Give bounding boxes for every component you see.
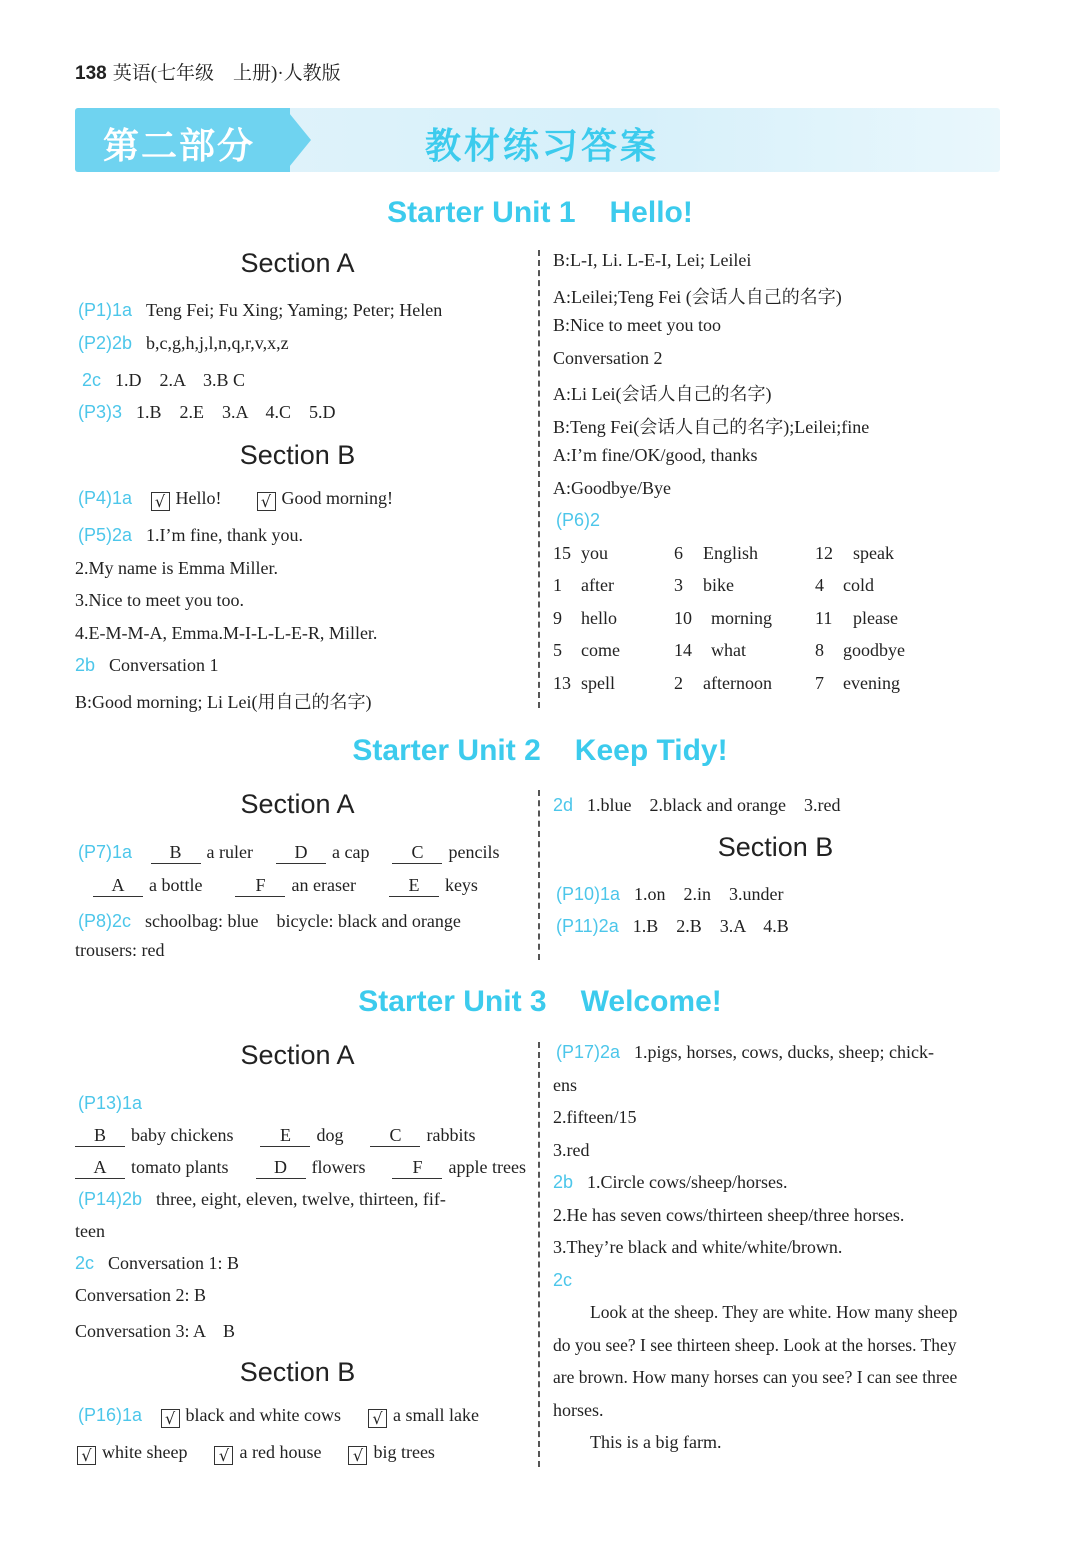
unit-3-title-a: Starter Unit 3 — [358, 985, 547, 1018]
answer-line — [77, 1442, 435, 1465]
answer-line: 2.He has seven cows/thirteen sheep/three horses. — [553, 1205, 905, 1225]
answer-text: an eraser — [291, 875, 356, 895]
answer-line: 4.E-M-M-A, Emma.M-I-L-L-E-R, Miller. — [75, 623, 378, 643]
column-divider — [538, 250, 540, 708]
answer-text: big trees — [373, 1442, 435, 1462]
answer-line — [78, 525, 303, 546]
answer-text: Conversation 1 — [109, 655, 219, 675]
answer-text: schoolbag: blue bicycle: black and orange — [145, 911, 461, 931]
table-cell: 13 — [553, 673, 571, 693]
answer-line: trousers: red — [75, 940, 165, 960]
table-cell: what — [711, 640, 746, 660]
table-cell: morning — [711, 608, 772, 628]
checkbox-checked-icon: √ — [151, 492, 170, 511]
answer-line — [553, 1172, 787, 1193]
table-cell: you — [581, 543, 608, 563]
answer-text: 1.D 2.A 3.B C — [115, 370, 246, 390]
table-cell: afternoon — [703, 673, 772, 693]
unit-3-title-b: Welcome! — [580, 985, 722, 1018]
answer-text: b,c,g,h,j,l,n,q,r,v,x,z — [146, 333, 289, 353]
answer-line: 2.My name is Emma Miller. — [75, 558, 278, 578]
exercise-tag: (P16)1a — [78, 1405, 143, 1425]
unit-1-section-b-heading: Section B — [239, 440, 356, 470]
answer-text: black and white cows — [185, 1405, 341, 1425]
answer-line — [75, 655, 219, 676]
answer-line: 3.They’re black and white/white/brown. — [553, 1237, 843, 1257]
unit-3-section-a-heading: Section A — [240, 1040, 355, 1070]
answer-blank: D — [276, 842, 326, 864]
answer-blank: D — [256, 1157, 306, 1179]
answer-line: B:L-I, Li. L-E-I, Lei; Leilei — [553, 250, 752, 270]
exercise-tag: (P2)2b — [78, 333, 133, 353]
answer-line — [556, 510, 614, 531]
exercise-tag: (P7)1a — [78, 842, 133, 862]
table-cell: speak — [853, 543, 894, 563]
answer-text: Teng Fei; Fu Xing; Yaming; Peter; Helen — [146, 300, 443, 320]
answer-text: 1.pigs, horses, cows, ducks, sheep; chick- — [634, 1042, 934, 1062]
table-cell: please — [853, 608, 898, 628]
banner-title: 教材练习答案 — [425, 126, 660, 167]
exercise-tag: 2d — [553, 795, 574, 815]
checkbox-checked-icon: √ — [348, 1446, 367, 1465]
answer-blank: A — [75, 1157, 125, 1179]
unit-1-title-b: Hello! — [609, 196, 693, 229]
answer-text: a cap — [332, 842, 370, 862]
answer-text: a bottle — [149, 875, 203, 895]
exercise-tag: (P5)2a — [78, 525, 133, 545]
column-divider — [538, 790, 540, 960]
unit-2-title-b: Keep Tidy! — [574, 734, 728, 767]
answer-blank: F — [392, 1157, 442, 1179]
answer-line — [78, 333, 289, 354]
table-cell: English — [703, 543, 759, 563]
answer-line: A:Li Lei(会话人自己的名字) — [553, 384, 772, 404]
table-cell: cold — [843, 575, 874, 595]
answer-blank: A — [93, 875, 143, 897]
table-cell: after — [581, 575, 614, 595]
answer-text: 1.Circle cows/sheep/horses. — [587, 1172, 788, 1192]
table-cell: come — [581, 640, 620, 660]
answer-text: Hello! — [175, 488, 222, 508]
paragraph-line: are brown. How many horses can you see? I can see three — [553, 1367, 958, 1387]
table-cell: 7 — [815, 673, 824, 693]
answer-line: 3.red — [553, 1140, 590, 1160]
answer-blank: C — [370, 1125, 420, 1147]
answer-line: 2.fifteen/15 — [553, 1107, 637, 1127]
table-cell: 8 — [815, 640, 824, 660]
answer-text: Conversation 1: B — [108, 1253, 240, 1273]
banner-part-label: 第二部分 — [103, 126, 256, 167]
answer-line — [78, 488, 393, 511]
answer-line — [78, 398, 336, 424]
table-cell: 10 — [674, 608, 692, 628]
table-cell: 14 — [674, 640, 692, 660]
answer-line: teen — [75, 1221, 105, 1241]
exercise-tag: (P10)1a — [556, 884, 621, 904]
answer-line — [75, 1253, 239, 1274]
matching-row — [75, 1125, 475, 1147]
word-number-table — [553, 543, 933, 708]
book-title: 英语(七年级 上册)·人教版 — [112, 63, 341, 84]
exercise-tag: 2c — [75, 1253, 95, 1273]
table-cell: 2 — [674, 673, 683, 693]
table-cell: evening — [843, 673, 900, 693]
unit-1-title — [0, 196, 1080, 230]
answer-text: 1.I’m fine, thank you. — [146, 525, 303, 545]
exercise-tag: 2c — [553, 1270, 573, 1290]
table-cell: 6 — [674, 543, 683, 563]
exercise-tag: (P13)1a — [78, 1093, 143, 1113]
unit-1-section-a-heading: Section A — [240, 248, 355, 278]
table-cell: hello — [581, 608, 617, 628]
table-cell: goodbye — [843, 640, 905, 660]
page-header — [75, 58, 341, 85]
answer-line — [553, 791, 840, 817]
answer-line: 3.Nice to meet you too. — [75, 590, 244, 610]
answer-text: Good morning! — [281, 488, 394, 508]
matching-row — [93, 875, 478, 897]
unit-3-section-b-heading: Section B — [239, 1357, 356, 1387]
checkbox-checked-icon: √ — [214, 1446, 233, 1465]
table-cell: 12 — [815, 543, 833, 563]
answer-line — [556, 880, 784, 906]
exercise-tag: (P1)1a — [78, 300, 133, 320]
answer-line: B:Good morning; Li Lei(用自己的名字) — [75, 692, 372, 712]
exercise-tag: (P8)2c — [78, 911, 132, 931]
paragraph-line: horses. — [553, 1400, 604, 1420]
answer-text: flowers — [311, 1157, 366, 1177]
exercise-tag: (P4)1a — [78, 488, 133, 508]
checkbox-checked-icon: √ — [257, 492, 276, 511]
banner-arrow — [285, 108, 311, 172]
paragraph-line: Look at the sheep. They are white. How many sheep — [590, 1302, 958, 1322]
answer-text: 1.blue 2.black and orange 3.red — [587, 795, 841, 815]
matching-row — [78, 842, 499, 864]
exercise-tag: (P11)2a — [556, 916, 619, 936]
table-cell: 1 — [553, 575, 562, 595]
answer-text: 1.B 2.B 3.A 4.B — [632, 916, 789, 936]
answer-line: ens — [553, 1075, 577, 1095]
table-cell: 5 — [553, 640, 562, 660]
unit-2-title-a: Starter Unit 2 — [352, 734, 541, 767]
exercise-tag: (P14)2b — [78, 1189, 143, 1209]
answer-line: A:I’m fine/OK/good, thanks — [553, 445, 758, 465]
table-cell: 3 — [674, 575, 683, 595]
table-cell: spell — [581, 673, 615, 693]
answer-text: 1.B 2.E 3.A 4.C 5.D — [136, 402, 336, 422]
table-cell: 15 — [553, 543, 571, 563]
answer-line: B:Teng Fei(会话人自己的名字);Leilei;fine — [553, 417, 870, 437]
checkbox-checked-icon: √ — [77, 1446, 96, 1465]
paragraph-line: do you see? I see thirteen sheep. Look at the horses. They — [553, 1335, 957, 1355]
unit-1-title-a: Starter Unit 1 — [387, 196, 576, 229]
answer-line: A:Goodbye/Bye — [553, 478, 671, 498]
matching-row — [75, 1157, 526, 1179]
answer-line: B:Nice to meet you too — [553, 315, 721, 335]
part-banner — [75, 108, 1000, 172]
answer-line — [78, 1405, 479, 1428]
answer-text: a small lake — [393, 1405, 479, 1425]
exercise-tag: 2b — [553, 1172, 574, 1192]
answer-text: a red house — [239, 1442, 322, 1462]
exercise-tag: (P3)3 — [78, 402, 123, 422]
answer-line — [78, 907, 461, 933]
answer-blank: B — [75, 1125, 125, 1147]
checkbox-checked-icon: √ — [368, 1409, 387, 1428]
answer-text: rabbits — [426, 1125, 476, 1145]
unit-3-title — [0, 985, 1080, 1019]
answer-line: Conversation 2 — [553, 348, 663, 368]
exercise-tag: 2b — [75, 655, 96, 675]
answer-line — [78, 1189, 446, 1210]
answer-text: apple trees — [448, 1157, 526, 1177]
table-cell: 4 — [815, 575, 824, 595]
answer-text: baby chickens — [131, 1125, 234, 1145]
unit-2-section-b-heading: Section B — [717, 832, 834, 862]
answer-blank: F — [235, 875, 285, 897]
page-number: 138 — [75, 63, 107, 84]
answer-text: a ruler — [206, 842, 253, 862]
exercise-tag: (P17)2a — [556, 1042, 621, 1062]
unit-2-title — [0, 734, 1080, 768]
table-cell: bike — [703, 575, 734, 595]
table-cell: 9 — [553, 608, 562, 628]
answer-text: tomato plants — [131, 1157, 229, 1177]
answer-text: white sheep — [102, 1442, 188, 1462]
answer-text: three, eight, eleven, twelve, thirteen, fif- — [156, 1189, 446, 1209]
checkbox-checked-icon: √ — [161, 1409, 180, 1428]
answer-text: pencils — [448, 842, 500, 862]
answer-text: keys — [444, 875, 478, 895]
answer-blank: E — [260, 1125, 310, 1147]
table-cell: 11 — [815, 608, 833, 628]
answer-line — [553, 1270, 586, 1291]
answer-line — [78, 300, 442, 321]
answer-line: A:Leilei;Teng Fei (会话人自己的名字) — [553, 287, 842, 307]
answer-blank: B — [151, 842, 201, 864]
answer-line: Conversation 3: A B — [75, 1321, 236, 1341]
answer-line — [556, 912, 789, 938]
paragraph-line: This is a big farm. — [590, 1432, 722, 1452]
answer-blank: E — [389, 875, 439, 897]
unit-2-section-a-heading: Section A — [240, 789, 355, 819]
answer-line — [556, 1042, 934, 1063]
answer-line: Conversation 2: B — [75, 1285, 206, 1305]
answer-line — [78, 1093, 156, 1114]
exercise-tag: (P6)2 — [556, 510, 601, 530]
answer-text: 1.on 2.in 3.under — [634, 884, 784, 904]
answer-line — [82, 366, 245, 392]
column-divider — [538, 1042, 540, 1467]
answer-blank: C — [392, 842, 442, 864]
exercise-tag: 2c — [82, 370, 102, 390]
answer-text: dog — [316, 1125, 344, 1145]
